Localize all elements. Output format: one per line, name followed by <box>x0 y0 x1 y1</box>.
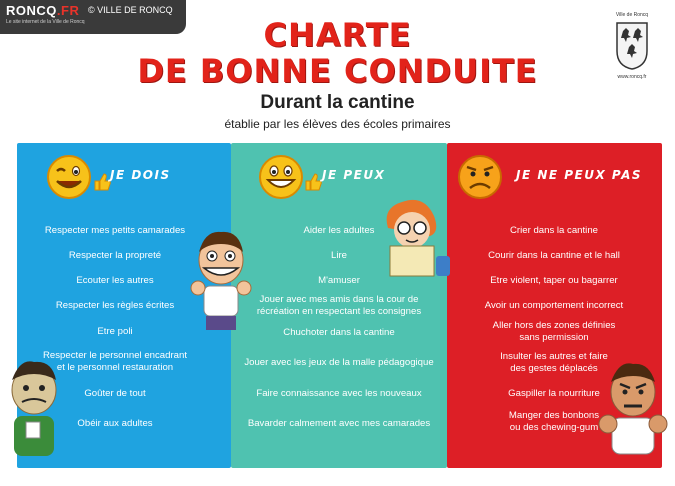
site-tagline: Le site internet de la Ville de Roncq <box>6 19 85 25</box>
grinning-boy-illustration <box>190 230 252 342</box>
page-title-line1: CHARTE <box>263 16 412 54</box>
site-logo-text[interactable]: RONCQ.FR <box>6 3 80 18</box>
list-item: Etre poli <box>97 326 133 337</box>
winking-smiley-icon <box>46 154 92 200</box>
list-item: Respecter le personnel encadrant et le personnel restauration <box>43 350 187 373</box>
column-title-je-ne-peux-pas: JE NE PEUX PAS <box>516 168 643 182</box>
grinning-smiley-icon <box>258 154 304 200</box>
sad-smiley-icon <box>457 154 503 200</box>
list-item: Etre violent, taper ou bagarrer <box>490 275 618 286</box>
list-item: Courir dans la cantine et le hall <box>488 250 620 261</box>
town-crest <box>606 12 658 80</box>
sick-boy-illustration <box>4 360 66 464</box>
list-item: Aider les adultes <box>303 225 375 236</box>
list-item: Gaspiller la nourriture <box>508 388 600 399</box>
column-title-je-peux: JE PEUX <box>322 168 386 182</box>
angry-boy-illustration <box>598 362 668 466</box>
list-item: Avoir un comportement incorrect <box>484 300 624 311</box>
copyright-text: © VILLE DE RONCQ <box>88 5 173 15</box>
list-item: Manger des bonbons ou des chewing-gum <box>508 410 600 433</box>
crest-url: www.roncq.fr <box>617 74 647 80</box>
list-item: Crier dans la cantine <box>510 225 598 236</box>
list-item: Chuchoter dans la cantine <box>283 327 395 338</box>
crest-label: Ville de Roncq <box>615 12 649 18</box>
list-item: M'amuser <box>318 275 360 286</box>
crest-shield-icon <box>615 21 649 71</box>
list-item: Respecter la propreté <box>68 250 162 261</box>
page-title-line2: DE BONNE CONDUITE <box>137 52 538 90</box>
list-item: Respecter mes petits camarades <box>44 225 186 236</box>
list-item: Aller hors des zones définies sans permission <box>492 320 616 343</box>
thumbs-up-icon <box>303 172 323 192</box>
list-item: Lire <box>331 250 347 261</box>
page-subtitle-2: établie par les élèves des écoles primaires <box>224 117 451 131</box>
column-title-je-dois: JE DOIS <box>110 168 171 182</box>
list-item: Jouer avec mes amis dans la cour de récréation en respectant les consignes <box>256 294 422 317</box>
list-item: Obéir aux adultes <box>77 418 153 429</box>
list-item: Insulter les autres et faire des gestes déplacés <box>500 351 608 374</box>
list-item: Jouer avec les jeux de la malle pédagogique <box>244 357 434 368</box>
list-item: Respecter les règles écrites <box>55 300 175 311</box>
page-subtitle: Durant la cantine <box>260 92 415 113</box>
list-item: Faire connaissance avec les nouveaux <box>256 388 422 399</box>
thumbs-up-icon <box>92 172 112 192</box>
list-item: Goûter de tout <box>84 388 146 399</box>
list-item: Ecouter les autres <box>76 275 154 286</box>
list-item: Bavarder calmement avec mes camarades <box>247 418 431 429</box>
reading-girl-illustration <box>380 198 456 284</box>
